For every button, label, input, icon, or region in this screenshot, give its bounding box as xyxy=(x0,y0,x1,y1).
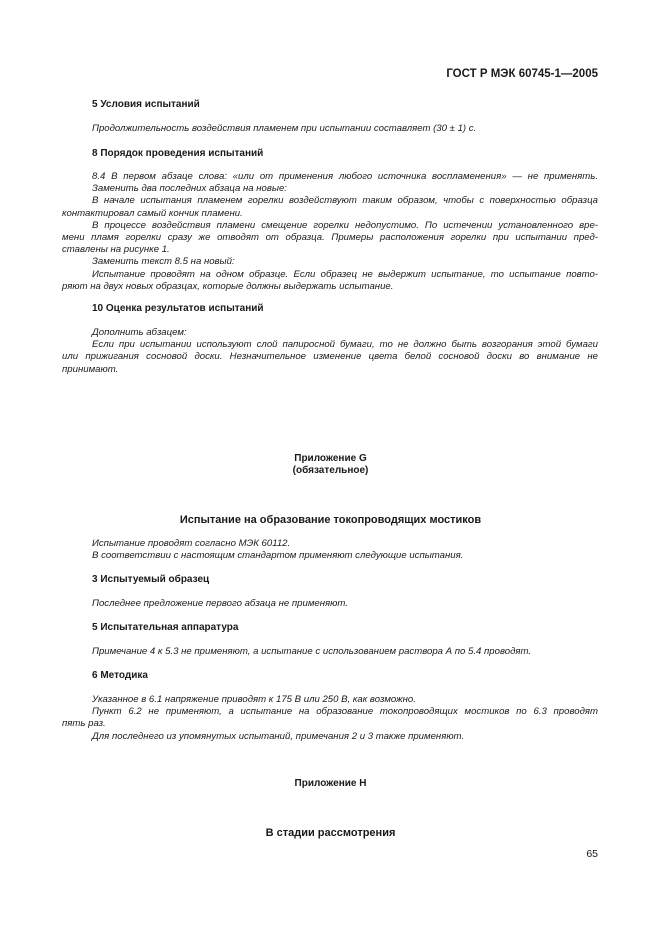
page-number: 65 xyxy=(586,848,598,860)
appendix-g-section-6-heading: 6 Методика xyxy=(92,670,148,681)
text-line: Испытание проводят согласно МЭК 60112. xyxy=(92,538,291,549)
section-5-text: Продолжительность воздействия пламенем при испытании составляет (30 ± 1) с. xyxy=(92,123,477,134)
appendix-g-heading: Испытание на образование токопроводящих мостиков xyxy=(179,514,482,526)
section-10-body xyxy=(62,327,598,376)
text-line: В процессе воздействия пламени смещение горелки недопустимо. По истечении установленного вре- xyxy=(92,219,598,231)
appendix-g-title: Приложение G xyxy=(294,453,367,464)
text-line: В начале испытания пламенем горелки воздействуют таким образом, чтобы с поверхностью образца xyxy=(92,195,598,207)
text-line: В соответствии с настоящим стандартом применяют следующие испытания. xyxy=(92,550,464,562)
text-line: Дополнить абзацем: xyxy=(92,327,187,338)
text-line: Указанное в 6.1 напряжение приводят к 175 В или 250 В, как возможно. xyxy=(92,694,416,705)
text-line: Испытание проводят на одном образце. Если образец не выдержит испытание, то испытание повто- xyxy=(92,268,598,280)
appendix-g-section-5-text: Примечание 4 к 5.3 не применяют, а испытание с использованием раствора А по 5.4 проводят. xyxy=(92,646,532,657)
text-line: или прижигания сосновой доски. Незначительное изменение цвета белой сосновой доски во внимание не xyxy=(62,351,598,363)
appendix-g-status: (обязательное) xyxy=(292,465,369,476)
section-8-heading: 8 Порядок проведения испытаний xyxy=(92,148,264,159)
text-line: контактировал самый кончик пламени. xyxy=(62,207,243,219)
text-line: ряют на двух новых образцах, которые должны выдержать испытание. xyxy=(62,280,394,292)
section-8-body xyxy=(62,171,598,293)
appendix-g-section-5-heading: 5 Испытательная аппаратура xyxy=(92,622,239,633)
page-header-doc-code: ГОСТ Р МЭК 60745-1—2005 xyxy=(446,68,598,80)
text-line: 8.4 В первом абзаце слова: «или от применения любого источника воспламенения» — не применять. xyxy=(92,171,598,182)
text-line: ставлены на рисунке 1. xyxy=(62,244,170,256)
text-line: принимают. xyxy=(62,363,119,375)
section-10-heading: 10 Оценка результатов испытаний xyxy=(92,303,264,314)
appendix-h-status: В стадии рассмотрения xyxy=(265,827,396,839)
appendix-g-section-6-body xyxy=(62,694,598,743)
text-line: Заменить текст 8.5 на новый: xyxy=(92,256,235,268)
appendix-g-section-3-heading: 3 Испытуемый образец xyxy=(92,574,210,585)
appendix-g-intro xyxy=(92,538,463,562)
text-line: Если при испытании используют слой папиросной бумаги, то не должно быть возгорания этой бумаги xyxy=(92,339,598,351)
text-line: Заменить два последних абзаца на новые: xyxy=(92,183,287,195)
text-line: мени пламя горелки сразу же отводят от образца. Примеры расположения горелки при испытании пред- xyxy=(62,232,598,244)
section-5-heading: 5 Условия испытаний xyxy=(92,99,200,110)
appendix-g-section-3-text: Последнее предложение первого абзаца не применяют. xyxy=(92,598,348,609)
text-line: пять раз. xyxy=(62,718,106,730)
text-line: Пункт 6.2 не применяют, а испытание на образование токопроводящих мостиков по 6.3 проводят xyxy=(92,706,598,718)
appendix-h-title: Приложение H xyxy=(294,778,367,789)
text-line: Для последнего из упомянутых испытаний, примечания 2 и 3 также применяют. xyxy=(92,730,465,742)
